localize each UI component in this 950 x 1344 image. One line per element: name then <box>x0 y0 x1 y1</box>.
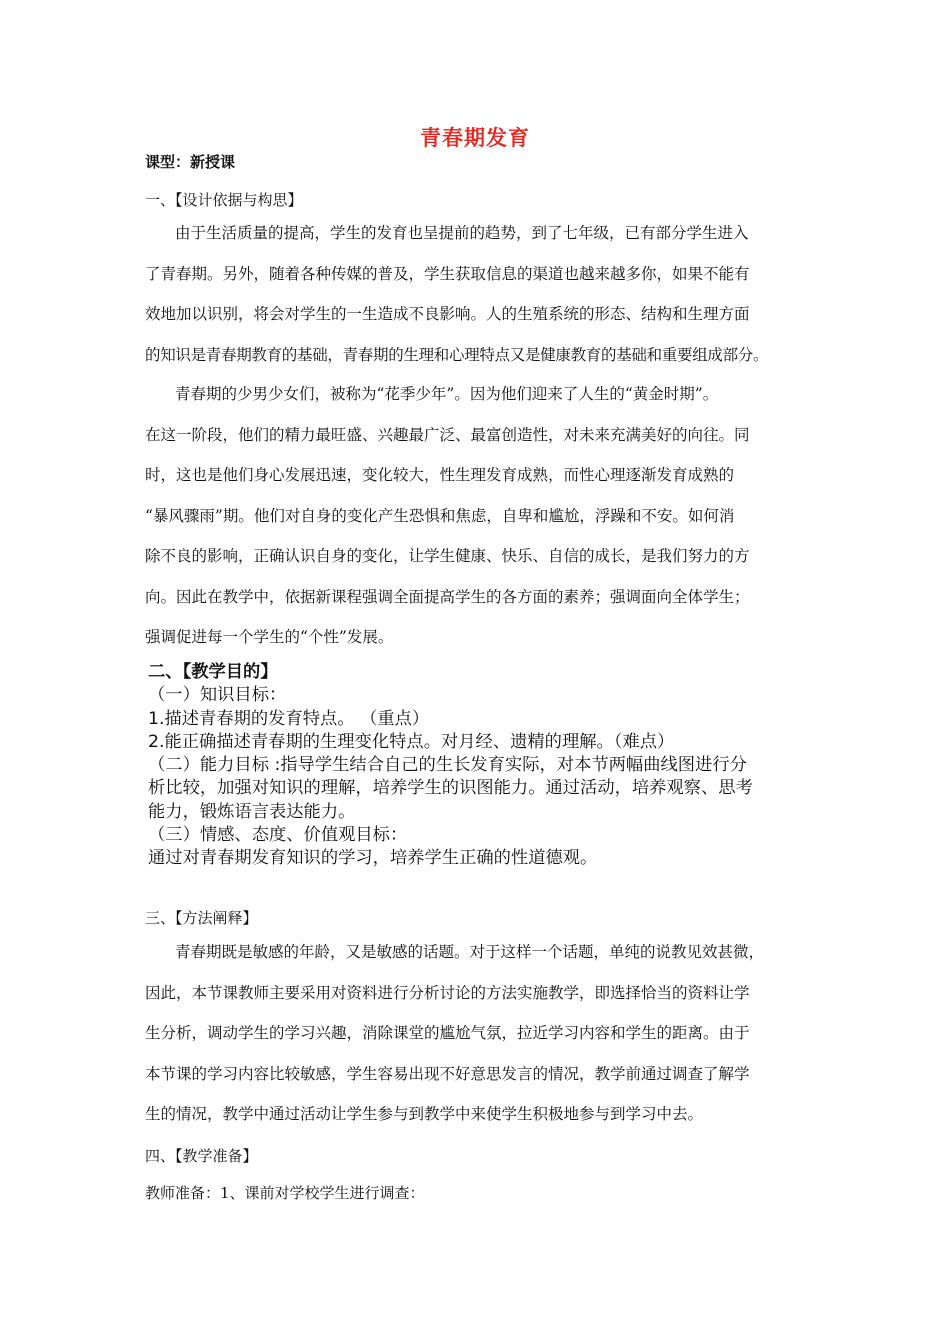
goal-line: 1.描述青春期的发育特点。 （重点） <box>148 708 430 729</box>
paragraph-line: 生分析，调动学生的学习兴趣，消除课堂的尴尬气氛，拉近学习内容和学生的距离。由于 <box>145 1024 750 1042</box>
paragraph-line: 由于生活质量的提高，学生的发育也呈提前的趋势，到了七年级，已有部分学生进入 <box>175 224 749 242</box>
paragraph-line: 生的情况，教学中通过活动让学生参与到教学中来使学生积极地参与到学习中去。 <box>145 1105 704 1123</box>
goal-line: （二）能力目标 :指导学生结合自己的生长发育实际，对本节两幅曲线图进行分 <box>148 755 747 776</box>
goal-line: （三）情感、态度、价值观目标： <box>148 825 408 846</box>
section3-paragraph <box>145 932 815 1135</box>
paragraph-line: 因此，本节课教师主要采用对资料进行分析讨论的方法实施教学，即选择恰当的资料让学 <box>145 983 750 1002</box>
paragraph-line: 本节课的学习内容比较敏感，学生容易出现不好意思发言的情况，教学前通过调查了解学 <box>145 1064 750 1083</box>
section3-heading: 三、【方法阐释】 <box>145 909 258 927</box>
goal-line: （一）知识目标： <box>148 685 287 706</box>
paragraph-line: 效地加以识别，将会对学生的一生造成不良影响。人的生殖系统的形态、结构和生理方面 <box>145 305 750 323</box>
goal-line: 能力，锻炼语言表达能力。 <box>148 801 356 822</box>
course-type: 课型：新授课 <box>145 153 236 171</box>
paragraph-line: 在这一阶段，他们的精力最旺盛、兴趣最广泛、最富创造性，对未来充满美好的向往。同 <box>145 425 750 444</box>
section2-heading: 二、【教学目的】 <box>148 662 278 682</box>
section1-heading: 一、【设计依据与构思】 <box>145 191 303 209</box>
paragraph-line: 除不良的影响，正确认识自身的变化，让学生健康、快乐、自信的成长，是我们努力的方 <box>145 547 750 565</box>
goal-line: 通过对青春期发育知识的学习，培养学生正确的性道德观。 <box>148 848 598 869</box>
paragraph-line: 时，这也是他们身心发展迅速，变化较大，性生理发育成熟，而性心理逐渐发育成熟的 <box>145 466 735 484</box>
page-title: 青春期发育 <box>420 126 530 150</box>
paragraph-line: 强调促进每一个学生的“个性”发展。 <box>145 628 394 646</box>
goal-line: 2.能正确描述青春期的生理变化特点。对月经、遗精的理解。（难点） <box>148 731 675 752</box>
goal-line: 析比较，加强对知识的理解，培养学生的识图能力。通过活动，培养观察、思考 <box>148 778 753 799</box>
paragraph-line: 的知识是青春期教育的基础，青春期的生理和心理特点又是健康教育的基础和重要组成部分。 <box>145 345 769 364</box>
paragraph-line: 了青春期。另外，随着各种传媒的普及，学生获取信息的渠道也越来越多你，如果不能有 <box>145 264 750 283</box>
section4-line: 教师准备：1、课前对学校学生进行调查： <box>145 1184 425 1202</box>
section1-paragraph-2 <box>145 374 815 658</box>
paragraph-line: 向。因此在教学中，依据新课程强调全面提高学生的各方面的素养；强调面向全体学生； <box>145 587 750 606</box>
paragraph-line: “暴风骤雨”期。他们对自身的变化产生恐惧和焦虑，自卑和尴尬，浮躁和不安。如何消 <box>145 506 735 525</box>
section4-heading: 四、【教学准备】 <box>145 1147 258 1165</box>
paragraph-line: 青春期既是敏感的年龄，又是敏感的话题。对于这样一个话题，单纯的说教见效甚微， <box>175 943 765 961</box>
section1-paragraph-1 <box>145 213 815 375</box>
teaching-goals <box>148 661 828 871</box>
paragraph-line: 青春期的少男少女们，被称为“花季少年”。因为他们迎来了人生的“黄金时期”。 <box>175 385 719 403</box>
